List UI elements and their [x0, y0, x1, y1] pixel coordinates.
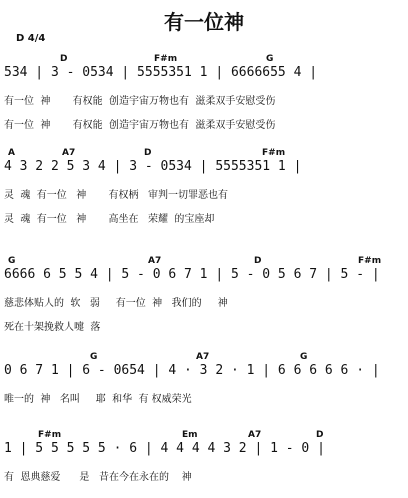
notation-row: [4, 363, 404, 381]
chord-label: G: [8, 256, 16, 266]
lyric-text: 死在十架挽救人嚏 落: [4, 322, 101, 333]
lyric-line-1: [4, 468, 404, 484]
lyric-text: 灵 魂 有一位 神 高坐在 荣耀 的宝座却: [4, 214, 215, 225]
notation-row: [4, 65, 404, 83]
notation-row: [4, 267, 404, 285]
chord-label: D: [144, 148, 152, 158]
lyric-text: 灵 魂 有一位 神 有权柄 审判一切罪恶也有: [4, 190, 229, 201]
notation-row: [4, 159, 404, 177]
lyric-line-2: [4, 318, 404, 334]
chord-label: A7: [62, 148, 76, 158]
notation-row: [4, 441, 404, 459]
chord-label: F#m: [358, 256, 382, 266]
lyric-line-1: [4, 92, 404, 108]
jianpu-notes: 6666 6 5 5 4 | 5 - 0 6 7 1 | 5 - 0 5 6 7 | 5 - |: [4, 267, 380, 282]
jianpu-notes: 0 6 7 1 | 6 - 0654 | 4 · 3 2 · 1 | 6 6 6 6 6 · |: [4, 363, 380, 378]
lyric-text: 唯一的 神 名叫 耶 和华 有 权威荣光: [4, 394, 192, 405]
jianpu-notes: 4 3 2 2 5 3 4 | 3 - 0534 | 5555351 1 |: [4, 159, 302, 174]
chord-label: A7: [148, 256, 162, 266]
chord-label: F#m: [154, 54, 178, 64]
jianpu-notes: 1 | 5 5 5 5 5 · 6 | 4 4 4 4 3 2 | 1 - 0 |: [4, 441, 325, 456]
song-title: 有一位神: [164, 10, 244, 34]
chord-label: F#m: [262, 148, 286, 158]
lyric-line-1: [4, 390, 404, 406]
lyric-text: 有一位 神 有权能 创造宇宙万物也有 滋柔双手安慰受伤: [4, 96, 276, 107]
lyric-text: 慈悲体贴人的 软 弱 有一位 神 我们的 神: [4, 298, 228, 309]
key-signature: D 4/4: [16, 33, 46, 44]
lyric-line-2: [4, 210, 404, 226]
jianpu-notes: 534 | 3 - 0534 | 5555351 1 | 6666655 4 |: [4, 65, 318, 80]
lyric-text: 有一位 神 有权能 创造宇宙万物也有 滋柔双手安慰受伤: [4, 120, 276, 131]
chord-label: A7: [196, 352, 210, 362]
lyric-line-1: [4, 294, 404, 310]
chord-label: Em: [182, 430, 198, 440]
chord-label: G: [300, 352, 308, 362]
chord-label: A: [8, 148, 15, 158]
chord-label: G: [266, 54, 274, 64]
lyric-line-1: [4, 186, 404, 202]
chord-label: D: [254, 256, 262, 266]
lyric-line-2: [4, 116, 404, 132]
chord-label: F#m: [38, 430, 62, 440]
chord-label: A7: [248, 430, 262, 440]
chord-label: D: [316, 430, 324, 440]
chord-label: D: [60, 54, 68, 64]
chord-label: G: [90, 352, 98, 362]
lyric-text: 有 恩典慈爱 是 昔在今在永在的 神: [4, 472, 192, 483]
